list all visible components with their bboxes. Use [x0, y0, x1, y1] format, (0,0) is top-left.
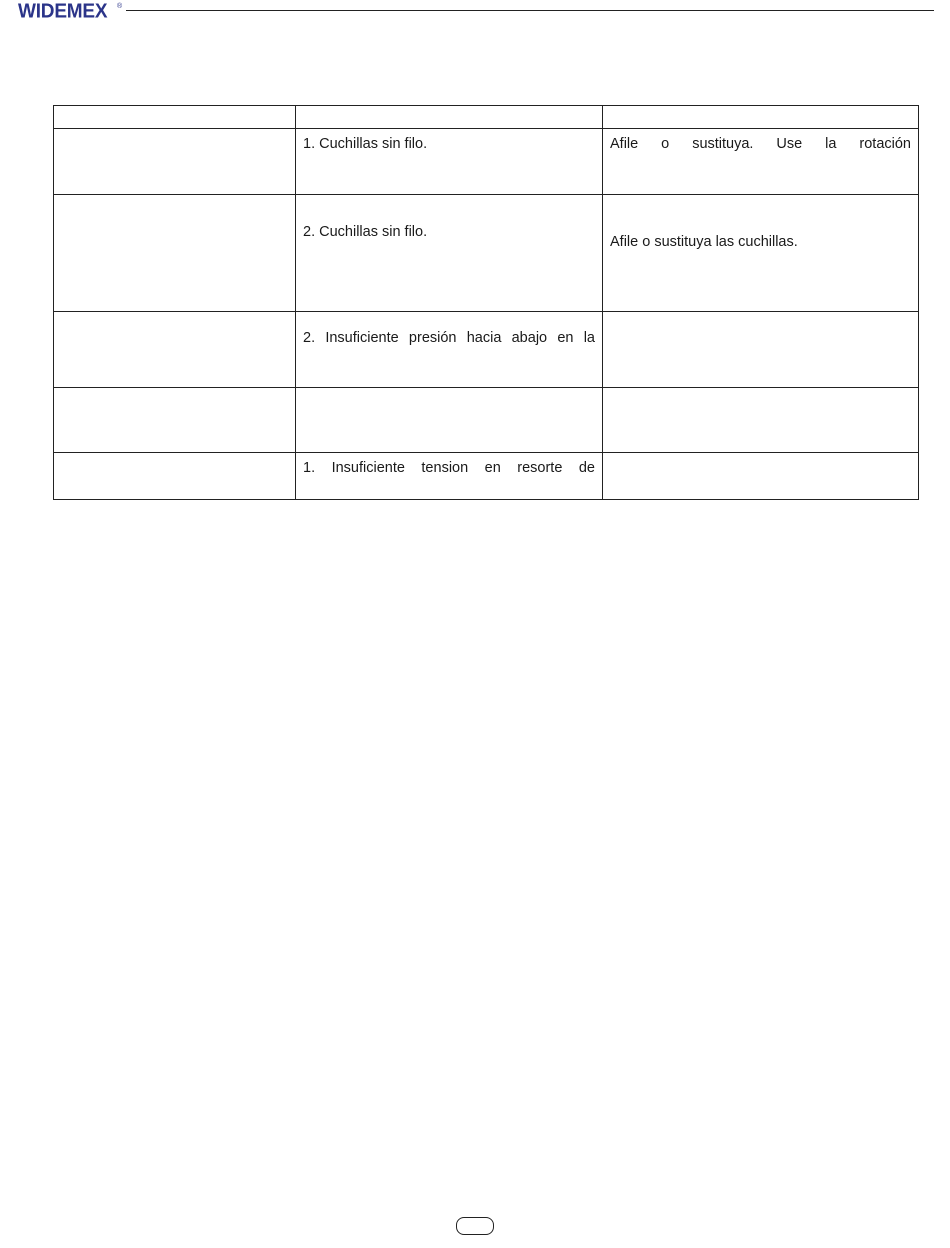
table-cell: [54, 106, 296, 129]
remedy-cell: [603, 453, 919, 500]
table-row: [54, 388, 919, 453]
cause-text: 2. Cuchillas sin filo.: [303, 224, 428, 240]
page-number-badge: [456, 1217, 494, 1235]
table-cell: [54, 195, 296, 312]
table-cell: [296, 388, 603, 453]
table-cell: [54, 129, 296, 195]
table-cell: [54, 388, 296, 453]
page-header: [0, 0, 950, 30]
table-row: [54, 129, 919, 195]
cause-cell: [296, 129, 603, 195]
header-divider: [126, 10, 934, 11]
cause-text: 2. Insuficiente presión hacia abajo en la: [303, 330, 595, 346]
table-header-row: [54, 106, 919, 129]
cause-cell: [296, 195, 603, 312]
troubleshooting-table: [53, 105, 918, 500]
table-cell: [603, 106, 919, 129]
cause-cell: [296, 312, 603, 388]
table-row: [54, 453, 919, 500]
registered-mark: ®: [117, 3, 123, 10]
cause-cell: [296, 453, 603, 500]
table-row: [54, 195, 919, 312]
remedy-cell: [603, 195, 919, 312]
table-cell: [54, 453, 296, 500]
remedy-cell: [603, 129, 919, 195]
remedy-text: Afile o sustituya. Use la rotación: [610, 136, 911, 152]
cause-text: 1. Insuficiente tension en resorte de: [303, 460, 595, 476]
remedy-cell: [603, 312, 919, 388]
brand-logo: WIDEMEX: [18, 0, 108, 23]
remedy-text: Afile o sustituya las cuchillas.: [610, 234, 798, 250]
cause-text: 1. Cuchillas sin filo.: [303, 136, 428, 152]
table-cell: [296, 106, 603, 129]
table-row: [54, 312, 919, 388]
table-cell: [54, 312, 296, 388]
table-cell: [603, 388, 919, 453]
